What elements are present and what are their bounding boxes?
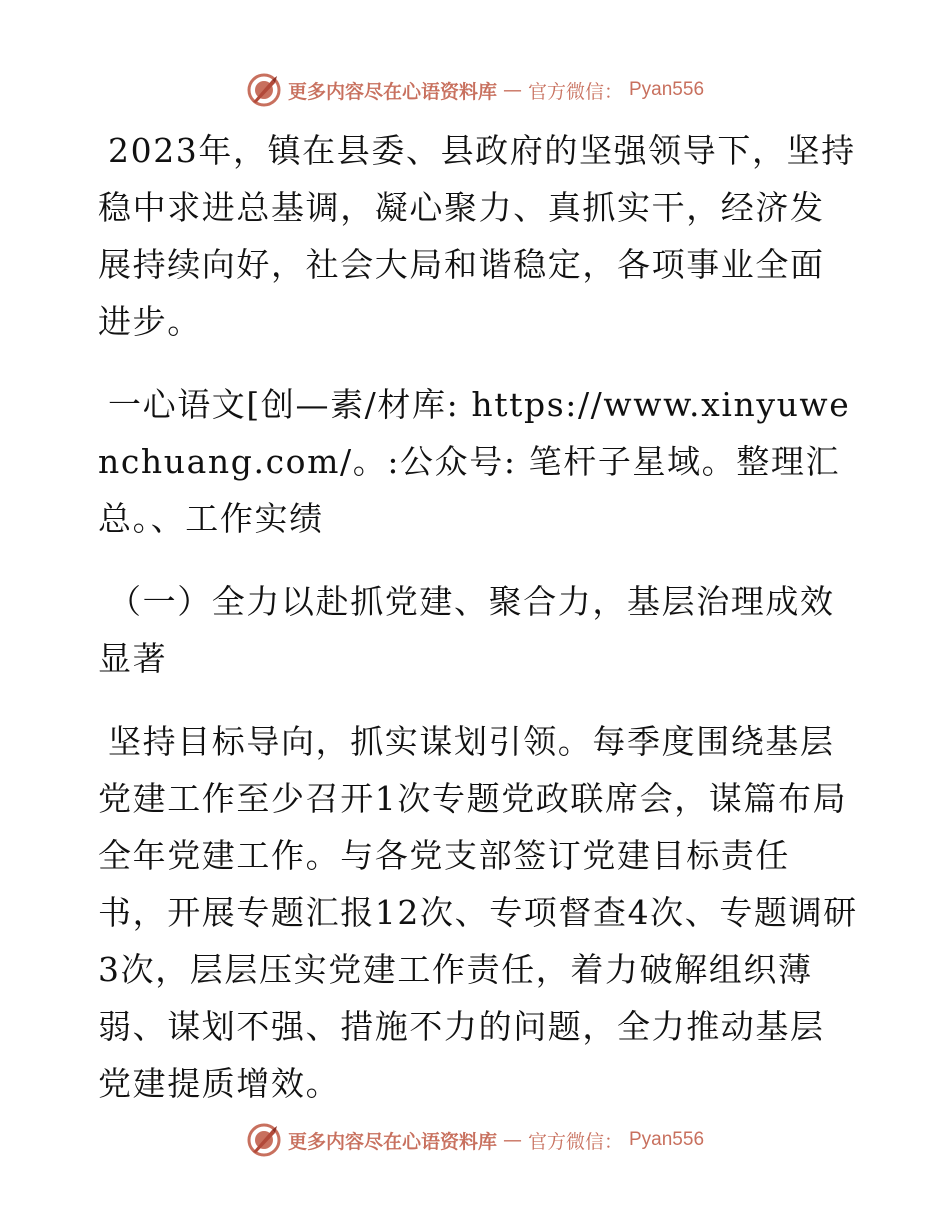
watermark-separator: — (502, 1129, 522, 1151)
header-watermark (0, 70, 950, 110)
watermark-wechat-label: 官方微信： (527, 80, 623, 103)
watermark-separator: — (502, 79, 522, 101)
watermark-main-text: 更多内容尽在心语资料库 (287, 80, 497, 103)
quill-pen-logo-icon (246, 1122, 282, 1158)
watermark-wechat-id: Pyan556 (629, 1129, 705, 1150)
document-body (98, 122, 858, 1138)
watermark-wechat-label: 官方微信： (527, 1130, 623, 1153)
paragraph-intro: 2023年，镇在县委、县政府的坚强领导下，坚持稳中求进总基调，凝心聚力、真抓实干，经济发展持续向好，社会大局和谐稳定，各项事业全面进步。 (98, 131, 856, 341)
watermark-main-text: 更多内容尽在心语资料库 (287, 1130, 497, 1153)
paragraph-body: 坚持目标导向，抓实谋划引领。每季度围绕基层党建工作至少召开1次专题党政联席会，谋篇布局全年党建工作。与各党支部签订党建目标责任书，开展专题汇报12次、专项督查4次、专题调研3次，层层压实党建工作责任，着力破解组织薄弱、谋划不强、措施不力的问题，全力推动基层党建提质增效。 (98, 722, 858, 1103)
watermark-wechat-id: Pyan556 (629, 79, 705, 100)
footer-watermark (0, 1120, 950, 1160)
paragraph-section-title: 一心语文[创—素/材库: https://www.xinyuwenchuang.com/。:公众号: 笔杆子星域。整理汇总。、工作实绩 (98, 385, 851, 538)
quill-pen-logo-icon (246, 72, 282, 108)
paragraph-subsection-heading: （一）全力以赴抓党建、聚合力，基层治理成效显著 (98, 582, 835, 678)
